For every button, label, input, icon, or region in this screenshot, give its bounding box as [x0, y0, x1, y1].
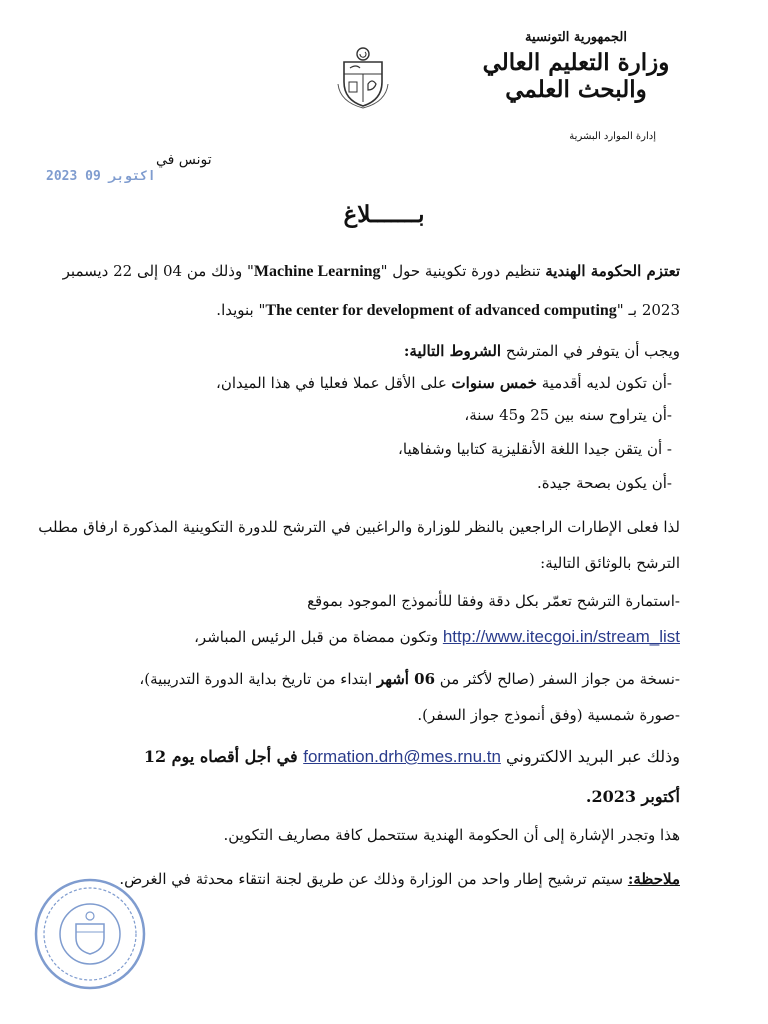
- ministry-header: [476, 30, 676, 103]
- deadline-line-2: أكتوبر 2023.: [585, 787, 680, 806]
- ministry-name-line1: وزارة التعليم العالي: [482, 49, 670, 76]
- center-name: The center for development of advanced computing: [265, 302, 617, 319]
- document-item-form-cont: http://www.itecgoi.in/stream_list وتكون ممضاة من قبل الرئيس المباشر،: [194, 627, 680, 646]
- tunisia-coat-of-arms-icon: [330, 44, 396, 110]
- announcement-line-2: 2023 بـ "The center for development of advanced computing" بنويدا.: [216, 301, 680, 319]
- announcement-line-1: تعتزم الحكومة الهندية تنظيم دورة تكوينية حول "Machine Learning" وذلك من 04 إلى 22 ديسمبر: [62, 262, 680, 280]
- application-line-1: لذا فعلى الإطارات الراجعين بالنظر للوزارة والراغبين في الترشح للدورة التكوينية المذكورة ارفاق مطلب: [38, 518, 680, 536]
- condition-item: - أن يتقن جيدا اللغة الأنقليزية كتابيا وشفاهيا،: [398, 440, 672, 458]
- city-date-label: تونس في: [156, 152, 212, 168]
- ministry-name-line2: والبحث العلمي: [505, 76, 647, 103]
- condition-item: -أن تكون لديه أقدمية خمس سنوات على الأقل عملا فعليا في هذا الميدان،: [215, 374, 672, 392]
- deadline-line-1: وذلك عبر البريد الالكتروني formation.drh@mes.rnu.tn في أجل أقصاه يوم 12: [143, 747, 680, 766]
- email-link[interactable]: formation.drh@mes.rnu.tn: [303, 747, 501, 766]
- application-line-2: الترشح بالوثائق التالية:: [540, 554, 680, 572]
- condition-item: -أن يكون بصحة جيدة.: [537, 474, 672, 492]
- document-item-passport: -نسخة من جواز السفر (صالح لأكثر من 06 أشهر ابتداء من تاريخ بداية الدورة التدريبية)،: [139, 670, 680, 688]
- republic-name: الجمهورية التونسية: [525, 30, 627, 45]
- document-item-form: -استمارة الترشح تعمّر بكل دقة وفقا للأنموذج الموجود بموقع: [307, 592, 680, 610]
- remark: ملاحظة: سيتم ترشيح إطار واحد من الوزارة وذلك عن طريق لجنة انتقاء محدثة في الغرض.: [119, 870, 680, 888]
- remark-label: ملاحظة:: [627, 870, 680, 888]
- cost-note: هذا وتجدر الإشارة إلى أن الحكومة الهندية ستتحمل كافة مصاريف التكوين.: [223, 826, 680, 844]
- ministry-seal-icon: [32, 876, 148, 992]
- document-item-photo: -صورة شمسية (وفق أنموذج جواز السفر).: [417, 706, 680, 724]
- itec-link[interactable]: http://www.itecgoi.in/stream_list: [442, 627, 680, 646]
- announcer-bold: تعتزم الحكومة الهندية: [545, 262, 680, 280]
- department-name: إدارة الموارد البشرية: [569, 131, 656, 142]
- date-stamp: 2023 اكتوبر 09: [46, 169, 156, 184]
- condition-item: -أن يتراوح سنه بين 25 و45 سنة،: [464, 406, 672, 424]
- course-name: Machine Learning: [253, 263, 381, 280]
- conditions-intro: ويجب أن يتوفر في المترشح الشروط التالية:: [403, 342, 680, 360]
- page-title: بـــــــلاغ: [343, 201, 425, 228]
